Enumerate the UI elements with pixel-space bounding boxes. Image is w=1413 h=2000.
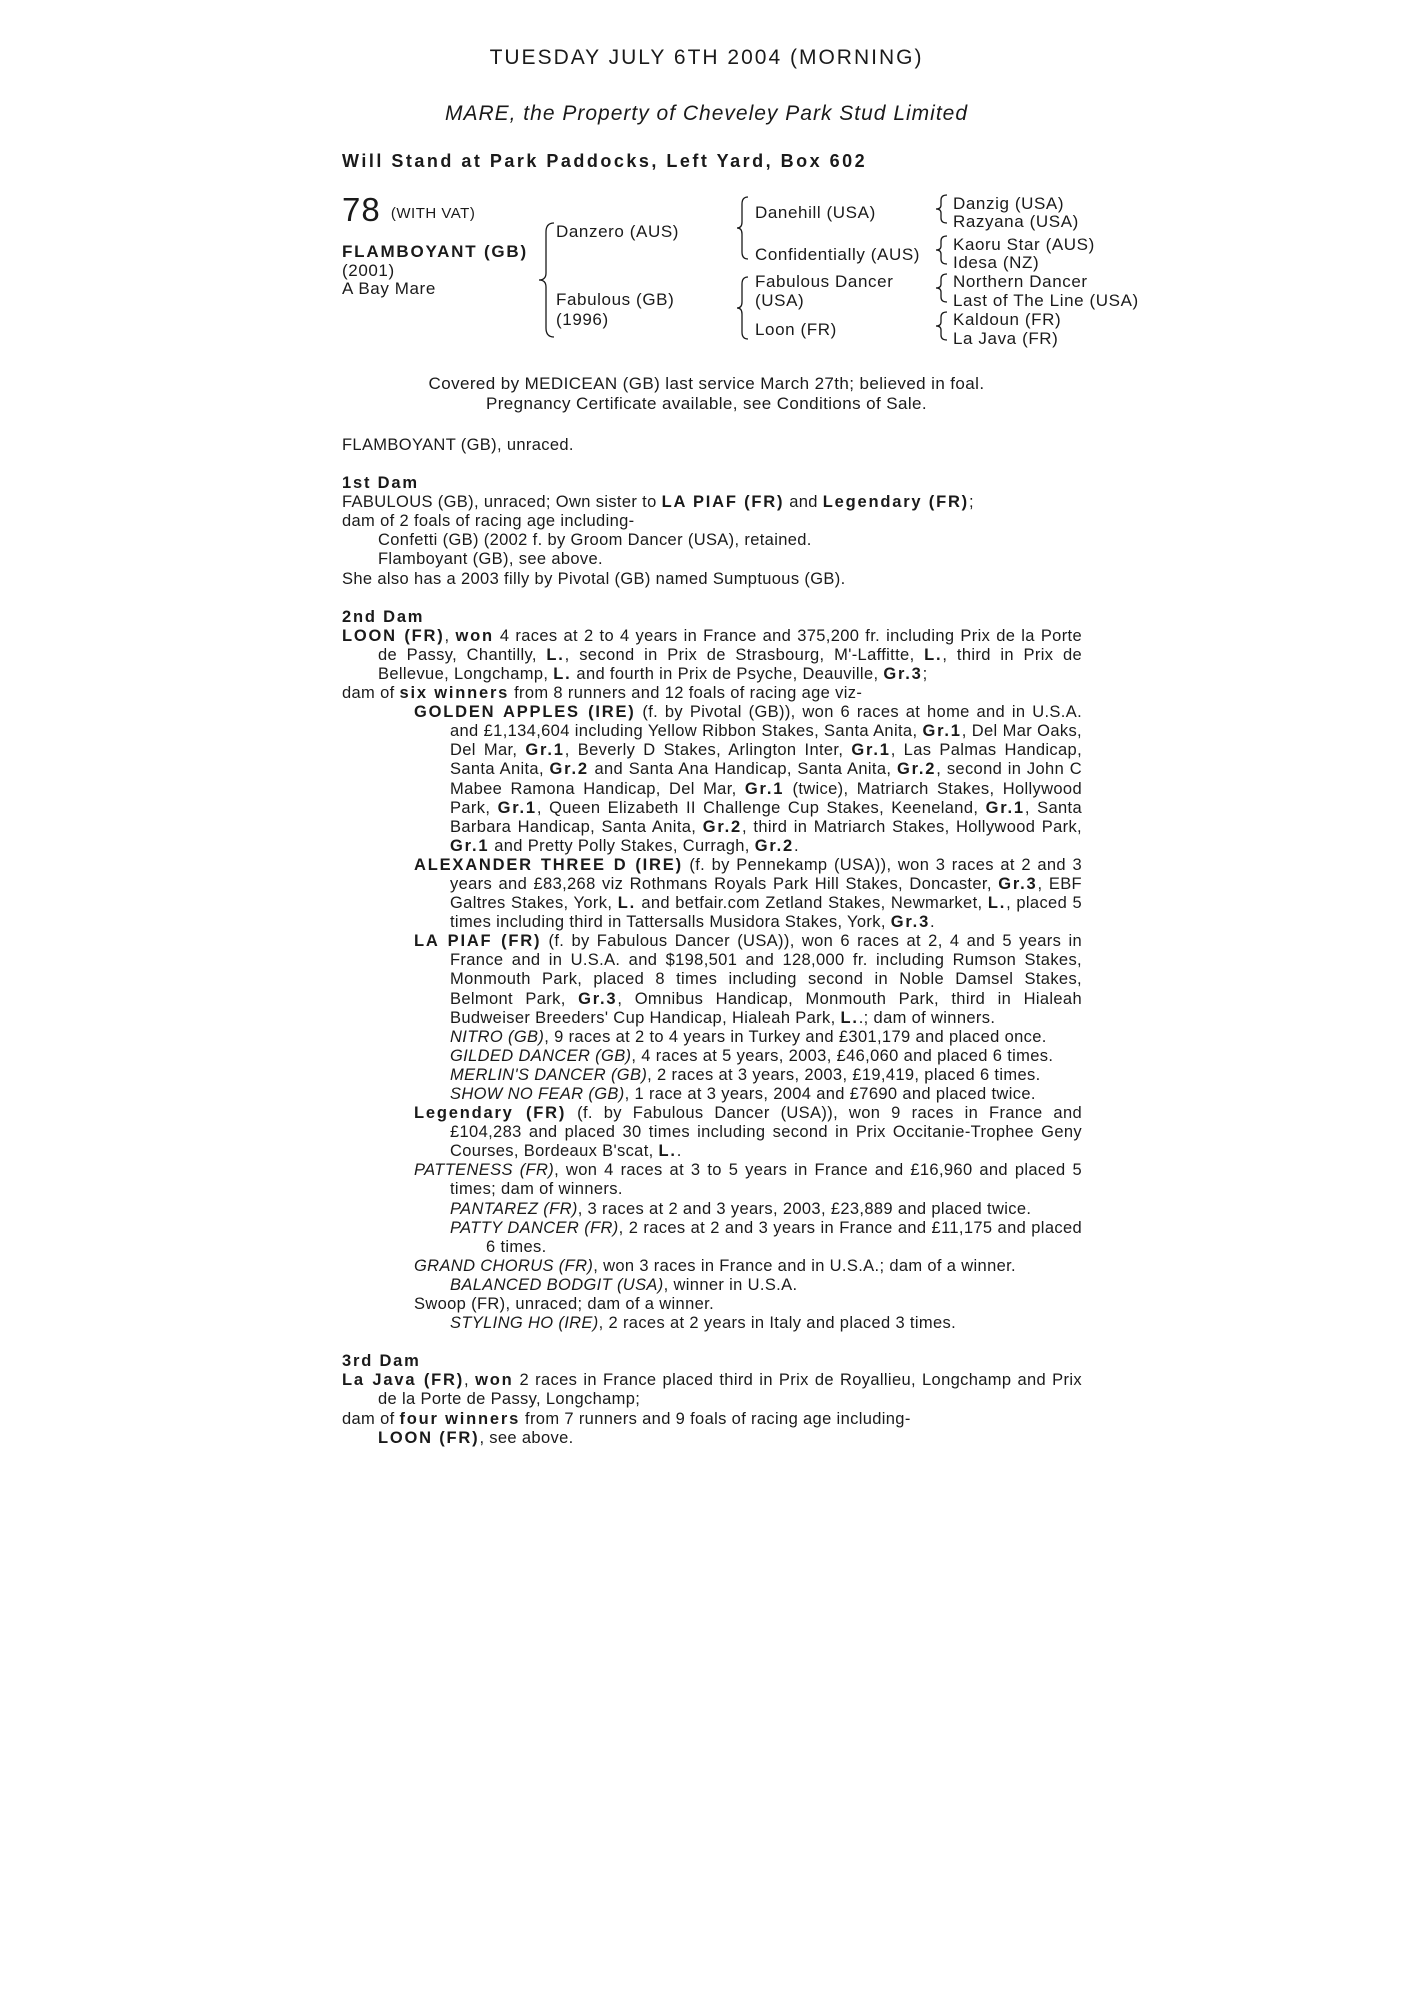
horse-name-bold: Legendary (FR) bbox=[822, 493, 969, 512]
horse-description: A Bay Mare bbox=[342, 279, 436, 298]
produce-entry-patteness: PATTENESS (FR), won 4 races at 3 to 5 years in France and £16,960 and placed 5 times; dam of winners. bbox=[414, 1161, 1082, 1199]
dam-dam-name: Loon (FR) bbox=[755, 320, 837, 339]
produce-entry-swoop: Swoop (FR), unraced; dam of a winner. bbox=[414, 1295, 714, 1314]
pedigree-bracket-sire bbox=[736, 195, 750, 261]
horse-name: FLAMBOYANT (GB) bbox=[342, 242, 528, 261]
produce-subentry: PATTY DANCER (FR), 2 races at 2 and 3 years in France and £11,175 and placed 6 times. bbox=[450, 1218, 1082, 1256]
unraced-note: FLAMBOYANT (GB), unraced. bbox=[342, 436, 574, 454]
stabling-location: Will Stand at Park Paddocks, Left Yard, Box 602 bbox=[342, 151, 868, 171]
dam-name: Fabulous (GB) bbox=[556, 290, 675, 309]
lot-number-value: 78 bbox=[342, 191, 381, 228]
pedigree-bracket-g1 bbox=[935, 194, 949, 224]
pedigree-bracket-dam bbox=[736, 275, 750, 341]
pedigree-bracket-g4 bbox=[935, 311, 949, 341]
produce-subentry: STYLING HO (IRE), 2 races at 2 years in Italy and placed 3 times. bbox=[450, 1314, 957, 1333]
vat-note: (WITH VAT) bbox=[390, 205, 476, 222]
first-dam-also: She also has a 2003 filly by Pivotal (GB) named Sumptuous (GB). bbox=[342, 569, 846, 588]
produce-item: LOON (FR), see above. bbox=[378, 1428, 574, 1447]
first-dam-heading: 1st Dam bbox=[342, 474, 419, 493]
horse-name-bold: LA PIAF (FR) bbox=[661, 493, 785, 512]
sire-name: Danzero (AUS) bbox=[556, 222, 680, 241]
sire-sire-name: Danehill (USA) bbox=[755, 203, 876, 222]
dam-sire-name: Fabulous Dancer bbox=[755, 272, 894, 291]
great-grandsire-4: Kaldoun (FR) bbox=[953, 310, 1062, 329]
pregnancy-note: Pregnancy Certificate available, see Conditions of Sale. bbox=[485, 394, 928, 413]
produce-entry-grand-chorus: GRAND CHORUS (FR), won 3 races in France and in U.S.A.; dam of a winner. bbox=[414, 1256, 1016, 1275]
first-dam-entry: FABULOUS (GB), unraced; Own sister to LA PIAF (FR) and Legendary (FR); bbox=[342, 493, 974, 512]
third-dam-produce: dam of four winners from 7 runners and 9 foals of racing age including- bbox=[342, 1409, 911, 1428]
first-dam-produce: dam of 2 foals of racing age including- bbox=[342, 512, 635, 531]
produce-entry-alexander-three-d: ALEXANDER THREE D (IRE) (f. by Pennekamp (USA)), won 3 races at 2 and 3 years and £83,268 viz Rothmans Royals Park Hill Stakes, Doncaster, Gr.3, EBF Galtres Stakes, York, L. and betfair.com Zetland Stakes, Newmarket, L., placed 5 times including third in Tattersalls Musidora Stakes, York, Gr.3. bbox=[414, 855, 1083, 932]
produce-subentry: NITRO (GB), 9 races at 2 to 4 years in Turkey and £301,179 and placed once. bbox=[450, 1027, 1047, 1046]
sale-date: TUESDAY JULY 6TH 2004 (MORNING) bbox=[489, 46, 924, 69]
produce-item: Confetti (GB) (2002 f. by Groom Dancer (USA), retained. bbox=[378, 531, 812, 550]
foaling-year: (2001) bbox=[342, 261, 395, 280]
great-grandsire-1: Danzig (USA) bbox=[953, 194, 1065, 213]
great-granddam-3: Last of The Line (USA) bbox=[953, 291, 1139, 310]
pedigree-bracket-g3 bbox=[935, 273, 949, 303]
pedigree-bracket-gen1 bbox=[538, 220, 558, 340]
third-dam-entry: La Java (FR), won 2 races in France placed third in Prix de Royallieu, Longchamp and Prix de la Porte de Passy, Longchamp; bbox=[342, 1371, 1082, 1409]
produce-subentry: PANTAREZ (FR), 3 races at 2 and 3 years, 2003, £23,889 and placed twice. bbox=[450, 1199, 1032, 1218]
second-dam-produce: dam of six winners from 8 runners and 12 foals of racing age viz- bbox=[342, 684, 863, 703]
great-granddam-2: Idesa (NZ) bbox=[953, 253, 1040, 272]
covering-note: Covered by MEDICEAN (GB) last service March 27th; believed in foal. bbox=[428, 374, 985, 393]
produce-subentry: MERLIN'S DANCER (GB), 2 races at 3 years, 2003, £19,419, placed 6 times. bbox=[450, 1065, 1041, 1084]
great-granddam-4: La Java (FR) bbox=[953, 329, 1059, 348]
page-body bbox=[342, 436, 1082, 1448]
second-dam-entry: LOON (FR), won 4 races at 2 to 4 years in France and 375,200 fr. including Prix de la Porte de Passy, Chantilly, L., second in Prix de Strasbourg, M'-Laffitte, L., third in Prix de Bellevue, Longchamp, L. and fourth in Prix de Psyche, Deauville, Gr.3; bbox=[342, 626, 1083, 683]
second-dam-heading: 2nd Dam bbox=[342, 607, 425, 626]
produce-entry-legendary: Legendary (FR) (f. by Fabulous Dancer (USA)), won 9 races in France and £104,283 and placed 30 times including second in Prix Occitanie-Trophee Geny Courses, Bordeaux B'scat, L.. bbox=[414, 1104, 1083, 1161]
sire-dam-name: Confidentially (AUS) bbox=[755, 245, 921, 264]
pedigree-bracket-g2 bbox=[935, 235, 949, 265]
lot-number bbox=[342, 193, 475, 226]
produce-subentry: BALANCED BODGIT (USA), winner in U.S.A. bbox=[450, 1275, 798, 1294]
produce-entry-golden-apples: GOLDEN APPLES (IRE) (f. by Pivotal (GB)), won 6 races at home and in U.S.A. and £1,134,604 including Yellow Ribbon Stakes, Santa Anita, Gr.1, Del Mar Oaks, Del Mar, Gr.1, Beverly D Stakes, Arlington Inter, Gr.1, Las Palmas Handicap, Santa Anita, Gr.2 and Santa Ana Handicap, Santa Anita, Gr.2, second in John C Mabee Ramona Handicap, Del Mar, Gr.1 (twice), Matriarch Stakes, Hollywood Park, Gr.1, Queen Elizabeth II Challenge Cup Stakes, Keeneland, Gr.1, Santa Barbara Handicap, Santa Anita, Gr.2, third in Matriarch Stakes, Hollywood Park, Gr.1 and Pretty Polly Stakes, Curragh, Gr.2. bbox=[414, 703, 1083, 855]
produce-subentry: SHOW NO FEAR (GB), 1 race at 3 years, 2004 and £7690 and placed twice. bbox=[450, 1085, 1036, 1103]
great-grandsire-3: Northern Dancer bbox=[953, 272, 1088, 291]
produce-subentry: GILDED DANCER (GB), 4 races at 5 years, 2003, £46,060 and placed 6 times. bbox=[450, 1046, 1054, 1065]
great-granddam-1: Razyana (USA) bbox=[953, 212, 1079, 231]
dam-foaling-year: (1996) bbox=[556, 310, 609, 329]
third-dam-heading: 3rd Dam bbox=[342, 1352, 421, 1371]
produce-item: Flamboyant (GB), see above. bbox=[378, 550, 603, 569]
vendor-line: MARE, the Property of Cheveley Park Stud Limited bbox=[444, 102, 969, 125]
produce-entry-la-piaf: LA PIAF (FR) (f. by Fabulous Dancer (USA)), won 6 races at 2, 4 and 5 years in France and in U.S.A. and $198,501 and 128,000 fr. including Rumson Stakes, Monmouth Park, placed 8 times including second in Noble Damsel Stakes, Belmont Park, Gr.3, Omnibus Handicap, Monmouth Park, third in Hialeah Budweiser Breeders' Cup Handicap, Hialeah Park, L..; dam of winners. bbox=[414, 932, 1082, 1027]
dam-sire-country: (USA) bbox=[755, 291, 805, 310]
great-grandsire-2: Kaoru Star (AUS) bbox=[953, 235, 1095, 254]
